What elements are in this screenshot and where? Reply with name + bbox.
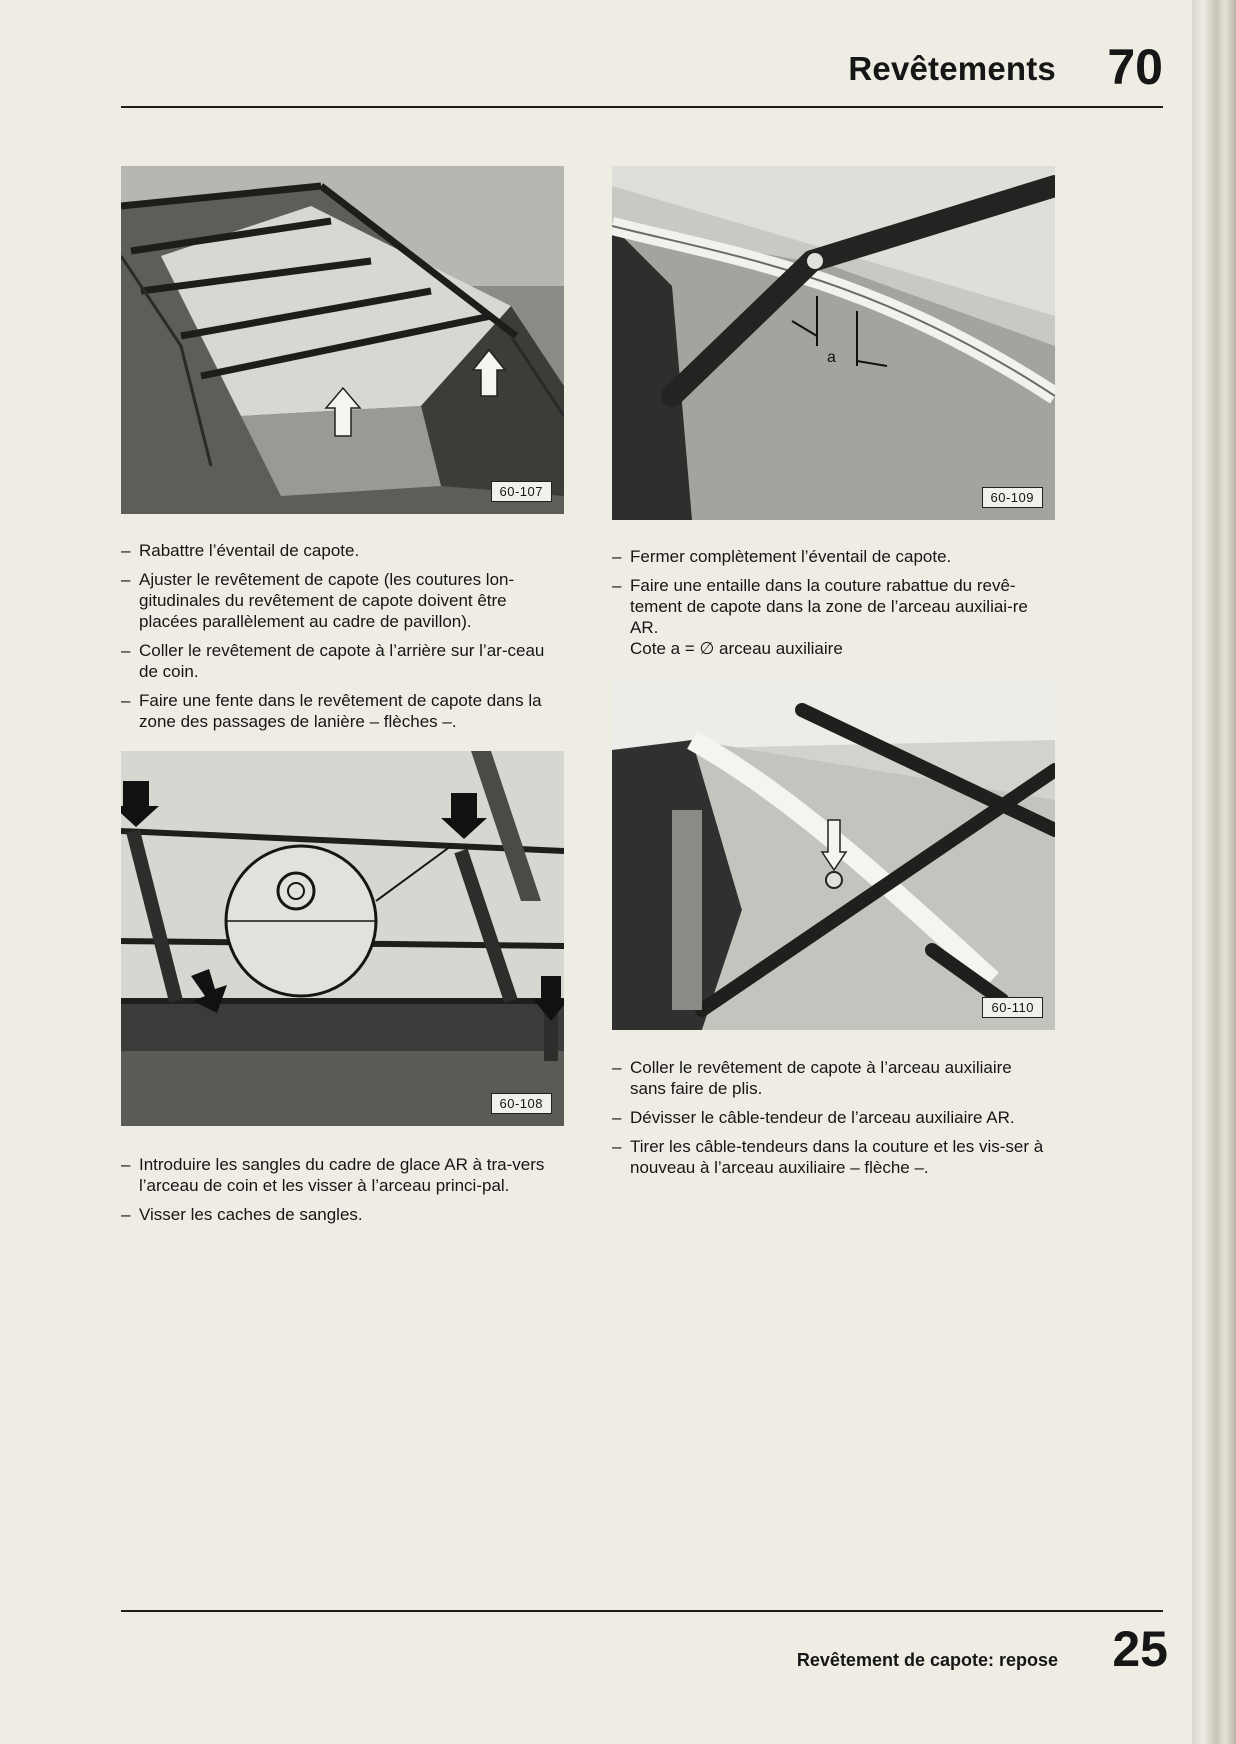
page-edge xyxy=(1192,0,1236,1744)
instructions-col1-bottom xyxy=(121,1154,559,1233)
step-item: – Dévisser le câble-tendeur de l’arceau auxiliaire AR. xyxy=(612,1107,1050,1128)
figure-label-60-107: 60-107 xyxy=(491,481,552,502)
header-rule xyxy=(121,106,1163,108)
step-item: – Visser les caches de sangles. xyxy=(121,1204,559,1225)
instructions-col1-top xyxy=(121,540,559,740)
step-item: – Tirer les câble-tendeurs dans la couture et les vis-ser à nouveau à l’arceau auxiliaire – flèche –. xyxy=(612,1136,1050,1178)
figure-label-60-108: 60-108 xyxy=(491,1093,552,1114)
step-text: Faire une entaille dans la couture rabattue du revê-tement de capote dans la zone de l’arceau auxiliai-re AR. xyxy=(630,576,1028,637)
dimension-note: Cote a = ∅ arceau auxiliaire xyxy=(630,639,843,658)
section-number: 70 xyxy=(1107,39,1163,95)
footer-rule xyxy=(121,1610,1163,1612)
step-item: – Coller le revêtement de capote à l’arceau auxiliaire sans faire de plis. xyxy=(612,1057,1050,1099)
step-item: – Coller le revêtement de capote à l’arrière sur l’ar-ceau de coin. xyxy=(121,640,559,682)
figure-label-60-110: 60-110 xyxy=(982,997,1043,1018)
footer-title: Revêtement de capote: repose xyxy=(796,1650,1058,1670)
instructions-col2-bottom xyxy=(612,1057,1050,1186)
step-item xyxy=(612,575,1050,659)
dimension-label-a: a xyxy=(827,349,836,366)
step-item: – Faire une fente dans le revêtement de capote dans la zone des passages de lanière – flèches –. xyxy=(121,690,559,732)
figure-60-107 xyxy=(121,166,564,514)
figure-60-108 xyxy=(121,751,564,1126)
instructions-col2-top xyxy=(612,546,1050,667)
step-item: – Introduire les sangles du cadre de glace AR à tra-vers l’arceau de coin et les visser à l’arceau princi-pal. xyxy=(121,1154,559,1196)
figure-label-60-109: 60-109 xyxy=(982,487,1043,508)
figure-60-110 xyxy=(612,680,1055,1030)
step-item: – Fermer complètement l’éventail de capote. xyxy=(612,546,1050,567)
figure-60-109 xyxy=(612,166,1055,520)
section-title: Revêtements xyxy=(848,50,1056,87)
page-number: 25 xyxy=(1112,1621,1168,1677)
step-item: – Ajuster le revêtement de capote (les coutures lon-gitudinales du revêtement de capote doivent être placées parallèlement au cadre de pavillon). xyxy=(121,569,559,632)
step-item: – Rabattre l’éventail de capote. xyxy=(121,540,559,561)
